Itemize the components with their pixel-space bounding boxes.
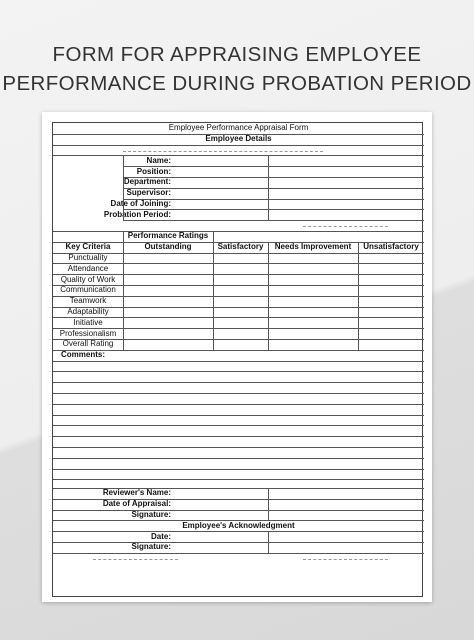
row-line — [53, 479, 424, 480]
dashed-underline — [303, 226, 388, 227]
dashed-underline — [123, 151, 323, 152]
column-line — [213, 231, 214, 242]
column-line — [268, 531, 269, 553]
row-line — [53, 458, 424, 459]
column-header: Unsatisfactory — [363, 242, 419, 252]
row-line — [123, 220, 424, 221]
row-line — [53, 231, 424, 232]
column-header: Outstanding — [144, 242, 192, 252]
form-sheet — [42, 112, 432, 602]
criteria-label: Adaptability — [67, 306, 109, 316]
reviewer-label: Signature: — [131, 509, 171, 519]
page-title-line-2: PERFORMANCE DURING PROBATION PERIOD — [2, 72, 472, 95]
criteria-label: Quality of Work — [60, 274, 116, 284]
detail-label: Name: — [146, 155, 171, 165]
row-line — [53, 371, 424, 372]
row-line — [53, 425, 424, 426]
criteria-label: Communication — [60, 285, 116, 295]
row-line — [53, 436, 424, 437]
form-heading: Employee Performance Appraisal Form — [168, 123, 309, 133]
column-line — [268, 488, 269, 520]
criteria-label: Overall Rating — [62, 339, 114, 349]
appraisal-form-grid — [52, 122, 423, 597]
column-line — [268, 155, 269, 220]
row-line — [53, 393, 424, 394]
row-line — [53, 361, 424, 362]
detail-label: Position: — [136, 166, 171, 176]
page-title-line-1: FORM FOR APPRAISING EMPLOYEE — [52, 43, 422, 66]
dashed-underline — [303, 559, 388, 560]
criteria-label: Teamwork — [69, 296, 107, 306]
column-header: Needs Improvement — [274, 242, 352, 252]
column-line — [123, 242, 124, 350]
criteria-label: Attendance — [67, 263, 109, 273]
detail-label: Department: — [123, 177, 171, 187]
row-line — [53, 447, 424, 448]
acknowledgment-label: Signature: — [131, 542, 171, 552]
detail-label: Probation Period: — [103, 209, 171, 219]
criteria-label: Punctuality — [68, 252, 108, 262]
column-line — [123, 155, 124, 220]
row-line — [53, 553, 424, 554]
employee-details-heading: Employee Details — [205, 134, 272, 144]
row-line — [53, 469, 424, 470]
column-line — [268, 242, 269, 350]
row-line — [53, 382, 424, 383]
column-header: Satisfactory — [217, 242, 264, 252]
reviewer-label: Reviewer's Name: — [102, 488, 171, 498]
row-line — [53, 404, 424, 405]
dashed-underline — [93, 559, 178, 560]
detail-label: Supervisor: — [126, 188, 171, 198]
reviewer-label: Date of Appraisal: — [102, 499, 171, 509]
comments-label: Comments: — [60, 350, 105, 360]
column-line — [358, 242, 359, 350]
column-line — [123, 231, 124, 242]
criteria-label: Professionalism — [59, 328, 117, 338]
column-line — [213, 242, 214, 350]
row-line — [53, 145, 424, 146]
performance-ratings-heading: Performance Ratings — [127, 231, 209, 241]
detail-label: Date of Joining: — [110, 198, 171, 208]
column-header: Key Criteria — [65, 242, 111, 252]
acknowledgment-heading: Employee's Acknowledgment — [182, 520, 295, 530]
row-line — [53, 415, 424, 416]
criteria-label: Initiative — [73, 317, 103, 327]
acknowledgment-label: Date: — [150, 531, 171, 541]
